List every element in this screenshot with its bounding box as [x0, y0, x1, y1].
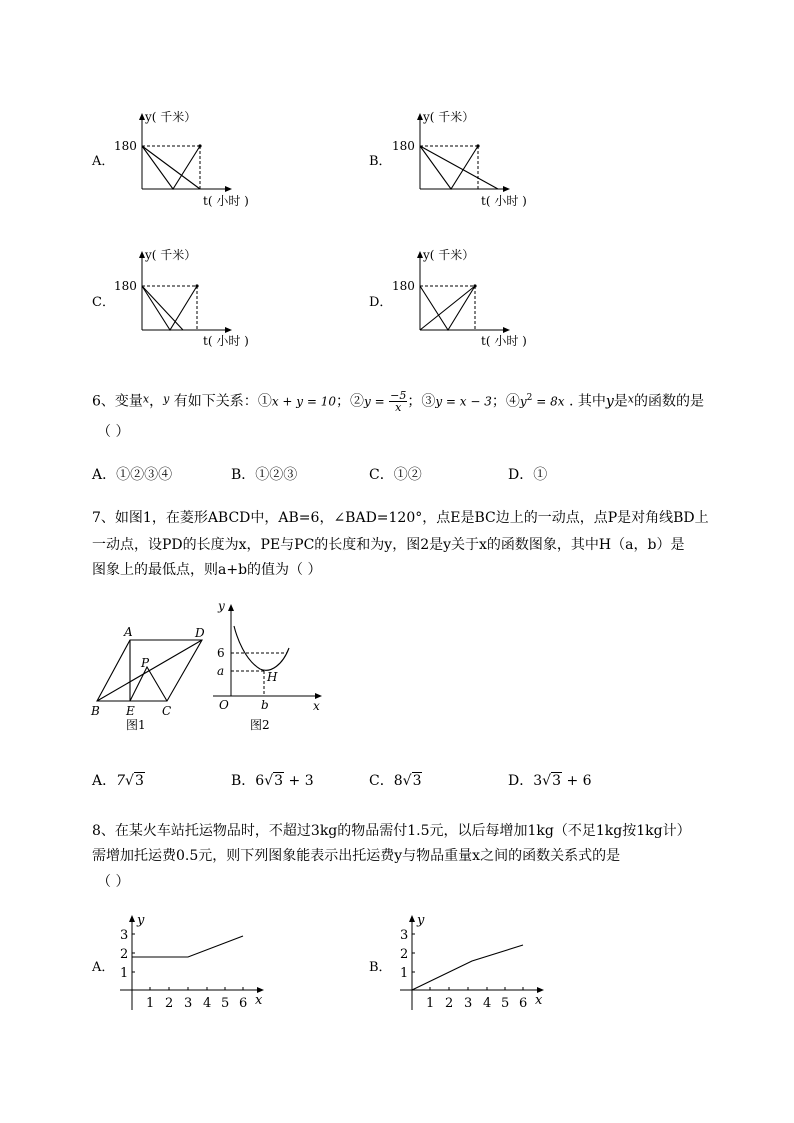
q5-option-a-label: A． — [92, 154, 115, 169]
svg-text:1: 1 — [400, 966, 409, 981]
q6-relation-1: x + y = 10 — [271, 394, 336, 409]
q7-option-a[interactable]: A．7√3 — [92, 773, 144, 789]
graph-line — [132, 936, 243, 957]
q6-option-d[interactable]: D．① — [508, 467, 548, 483]
svg-text:x: x — [535, 993, 543, 1008]
svg-text:b: b — [261, 698, 269, 712]
x-axis-label: t( 小时 ) — [481, 194, 527, 208]
q8-line-1: 8、在某火车站托运物品时，不超过3kg的物品需付1.5元，以后每增加1kg（不足1kg按1kg计） — [92, 823, 691, 839]
q6-option-a[interactable]: A．①②③④ — [92, 467, 173, 483]
q7-option-d[interactable]: D．3√3 + 6 — [508, 773, 592, 789]
svg-text:5: 5 — [221, 996, 230, 1011]
y-axis-label: y( 千米） — [145, 248, 197, 262]
svg-text:y: y — [137, 913, 145, 928]
q8-option-b-label: B． — [369, 960, 392, 975]
q5-option-d-label: D． — [369, 295, 393, 310]
q7-option-b[interactable]: B．6√3 + 3 — [231, 773, 314, 789]
q6-question: 6、变量$^x$，$^y$ 有如下关系：①x + y = 10；②y = $\frac{-5}{x}$ ；③y = x − 3；$④y^2 = 8x$ . 其中y是$^x$的函数的是 — [92, 389, 704, 415]
svg-text:C: C — [162, 704, 172, 718]
svg-text:x: x — [313, 699, 320, 713]
caption-fig1: 图1 — [126, 718, 146, 732]
point — [198, 144, 201, 147]
svg-text:D: D — [195, 626, 205, 640]
x-axis-label: t( 小时 ) — [481, 334, 527, 348]
y-tick-180: 180 — [392, 139, 415, 153]
q8-answer-paren: （ ） — [97, 874, 130, 890]
q7-line-1: 7、如图1，在菱形ABCD中，AB=6，∠BAD=120°，点E是BC边上的一动点，点P是对角线BD上 — [92, 510, 709, 526]
q7-line-3: 图象上的最低点，则a+b的值为（ ） — [92, 562, 322, 578]
q5-graph-b — [388, 105, 548, 210]
q5-graph-c — [110, 243, 270, 348]
svg-text:E: E — [126, 704, 135, 718]
svg-text:y: y — [218, 599, 225, 613]
x-axis-label: t( 小时 ) — [203, 194, 249, 208]
q8-line-2: 需增加托运费0.5元，则下列图象能表示出托运费y与物品重量x之间的函数关系式的是 — [92, 848, 621, 864]
svg-text:1: 1 — [426, 996, 435, 1011]
svg-text:2: 2 — [165, 996, 174, 1011]
svg-text:H: H — [267, 670, 278, 684]
q8-graph-b — [392, 912, 552, 1012]
svg-text:6: 6 — [217, 646, 225, 660]
svg-text:3: 3 — [120, 928, 129, 943]
q5-option-c-label: C． — [92, 295, 115, 310]
q7-line-2: 一动点，设PD的长度为x，PE与PC的长度和为y，图2是y关于x的函数图象，其中H（a，b）是 — [92, 537, 685, 553]
svg-text:P: P — [141, 656, 150, 670]
q6-option-b[interactable]: B．①②③ — [231, 467, 298, 483]
q6-number: 6、 — [92, 393, 115, 410]
svg-text:2: 2 — [445, 996, 454, 1011]
svg-text:A: A — [124, 625, 133, 639]
y-tick-180: 180 — [114, 279, 137, 293]
y-tick-180: 180 — [392, 279, 415, 293]
q6-relation-3: y = x − 3 — [435, 394, 492, 409]
svg-text:y: y — [417, 913, 425, 928]
y-axis-label: y( 千米） — [145, 110, 197, 124]
svg-text:O: O — [219, 698, 229, 712]
y-axis-label: y( 千米） — [423, 248, 475, 262]
q7-figure-1 — [88, 622, 218, 734]
svg-text:B: B — [91, 704, 100, 718]
q7-option-c[interactable]: C．8√3 — [369, 773, 422, 789]
svg-text:a: a — [217, 664, 225, 678]
caption-fig2: 图2 — [250, 718, 270, 732]
line-down-long — [420, 146, 498, 189]
svg-text:1: 1 — [146, 996, 155, 1011]
q6-answer-paren: （ ） — [97, 424, 130, 440]
svg-text:6: 6 — [239, 996, 248, 1011]
x-arrow — [225, 186, 232, 192]
svg-text:5: 5 — [501, 996, 510, 1011]
y-axis-label: y( 千米） — [423, 110, 475, 124]
q6-option-c[interactable]: C．①② — [369, 467, 422, 483]
curve — [234, 626, 289, 670]
q8-option-a-label: A． — [92, 960, 115, 975]
q6-relation-2-fraction: $\frac{-5}{x}$ — [390, 389, 407, 415]
segments-pe-pc — [130, 667, 167, 701]
q5-option-b-label: B． — [369, 154, 392, 169]
line-vee — [420, 146, 478, 189]
svg-text:2: 2 — [120, 947, 129, 962]
svg-text:1: 1 — [120, 966, 129, 981]
y-tick-180: 180 — [114, 139, 137, 153]
line-down — [142, 146, 200, 189]
q5-graph-d — [388, 243, 548, 348]
svg-text:3: 3 — [464, 996, 473, 1011]
q8-graph-a — [112, 912, 272, 1012]
svg-text:4: 4 — [203, 996, 212, 1011]
graph-line — [412, 945, 523, 990]
q5-graph-a — [110, 105, 270, 210]
svg-text:4: 4 — [483, 996, 492, 1011]
svg-text:x: x — [255, 993, 263, 1008]
svg-text:6: 6 — [519, 996, 528, 1011]
x-axis-label: t( 小时 ) — [203, 334, 249, 348]
q7-figure-2 — [205, 598, 330, 738]
svg-text:3: 3 — [400, 928, 409, 943]
svg-text:2: 2 — [400, 947, 409, 962]
svg-text:3: 3 — [184, 996, 193, 1011]
